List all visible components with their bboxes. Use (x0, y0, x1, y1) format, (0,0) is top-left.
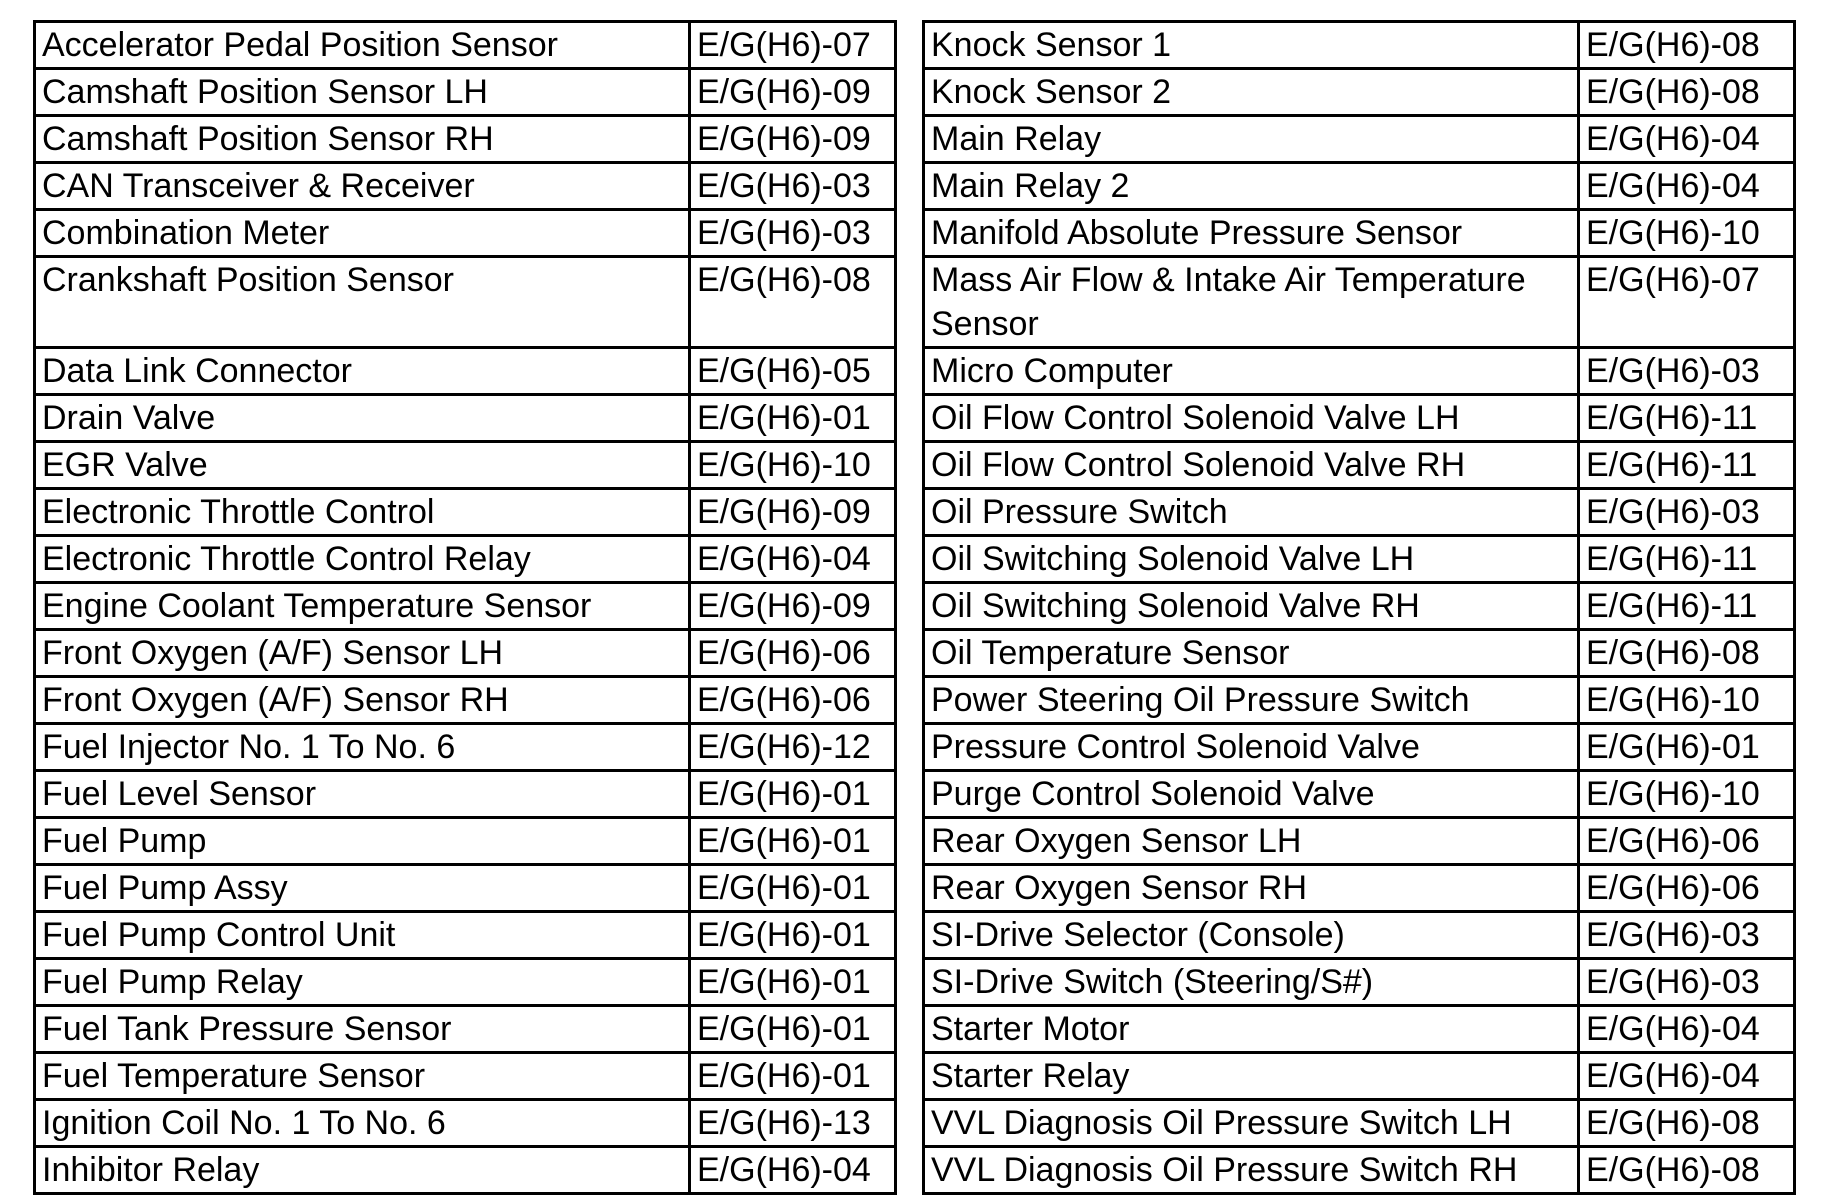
table-body (35, 22, 1795, 1194)
right-component-ref: E/G(H6)-03 (1579, 959, 1795, 1006)
left-component-ref: E/G(H6)-01 (690, 912, 896, 959)
right-component-name: SI-Drive Selector (Console) (924, 912, 1579, 959)
right-component-ref: E/G(H6)-10 (1579, 677, 1795, 724)
left-component-ref: E/G(H6)-09 (690, 116, 896, 163)
left-component-name: Fuel Pump Assy (35, 865, 690, 912)
right-component-ref: E/G(H6)-08 (1579, 22, 1795, 69)
left-component-name: Camshaft Position Sensor LH (35, 69, 690, 116)
right-component-ref: E/G(H6)-11 (1579, 583, 1795, 630)
column-gap (896, 395, 924, 442)
left-component-ref: E/G(H6)-05 (690, 348, 896, 395)
left-component-name: Ignition Coil No. 1 To No. 6 (35, 1100, 690, 1147)
left-component-ref: E/G(H6)-06 (690, 677, 896, 724)
right-component-ref: E/G(H6)-03 (1579, 489, 1795, 536)
right-component-ref: E/G(H6)-08 (1579, 1147, 1795, 1194)
table-row (35, 583, 1795, 630)
left-component-ref: E/G(H6)-06 (690, 630, 896, 677)
left-component-name: Fuel Level Sensor (35, 771, 690, 818)
column-gap (896, 536, 924, 583)
table-row (35, 348, 1795, 395)
column-gap (896, 959, 924, 1006)
right-component-ref: E/G(H6)-10 (1579, 210, 1795, 257)
left-component-ref: E/G(H6)-04 (690, 536, 896, 583)
table-row (35, 724, 1795, 771)
left-component-name: Crankshaft Position Sensor (35, 257, 690, 348)
column-gap (896, 1147, 924, 1194)
column-gap (896, 1053, 924, 1100)
right-component-name: Purge Control Solenoid Valve (924, 771, 1579, 818)
left-component-ref: E/G(H6)-01 (690, 395, 896, 442)
right-component-name: Oil Switching Solenoid Valve RH (924, 583, 1579, 630)
right-component-name: SI-Drive Switch (Steering/S#) (924, 959, 1579, 1006)
right-component-ref: E/G(H6)-10 (1579, 771, 1795, 818)
column-gap (896, 348, 924, 395)
left-component-ref: E/G(H6)-01 (690, 818, 896, 865)
table-row (35, 630, 1795, 677)
table-row (35, 1006, 1795, 1053)
right-component-name: Oil Temperature Sensor (924, 630, 1579, 677)
right-component-ref: E/G(H6)-07 (1579, 257, 1795, 348)
left-component-name: Fuel Tank Pressure Sensor (35, 1006, 690, 1053)
column-gap (896, 583, 924, 630)
table-row (35, 818, 1795, 865)
column-gap (896, 1100, 924, 1147)
right-component-name: Main Relay 2 (924, 163, 1579, 210)
column-gap (896, 22, 924, 69)
left-component-ref: E/G(H6)-10 (690, 442, 896, 489)
column-gap (896, 724, 924, 771)
left-component-name: Drain Valve (35, 395, 690, 442)
left-component-name: Accelerator Pedal Position Sensor (35, 22, 690, 69)
column-gap (896, 630, 924, 677)
left-component-name: Fuel Pump Control Unit (35, 912, 690, 959)
table-row (35, 536, 1795, 583)
table-row (35, 1053, 1795, 1100)
table-row (35, 1100, 1795, 1147)
table-row (35, 22, 1795, 69)
right-component-ref: E/G(H6)-08 (1579, 69, 1795, 116)
left-component-ref: E/G(H6)-09 (690, 69, 896, 116)
left-component-name: Fuel Pump Relay (35, 959, 690, 1006)
right-component-ref: E/G(H6)-04 (1579, 1006, 1795, 1053)
right-component-name: Power Steering Oil Pressure Switch (924, 677, 1579, 724)
right-component-ref: E/G(H6)-11 (1579, 536, 1795, 583)
column-gap (896, 442, 924, 489)
table-row (35, 489, 1795, 536)
right-component-name: Oil Flow Control Solenoid Valve LH (924, 395, 1579, 442)
table-row (35, 771, 1795, 818)
right-component-ref: E/G(H6)-04 (1579, 116, 1795, 163)
left-component-name: EGR Valve (35, 442, 690, 489)
left-component-ref: E/G(H6)-04 (690, 1147, 896, 1194)
table-row (35, 677, 1795, 724)
table-row (35, 69, 1795, 116)
table-row (35, 395, 1795, 442)
left-component-name: CAN Transceiver & Receiver (35, 163, 690, 210)
left-component-name: Fuel Injector No. 1 To No. 6 (35, 724, 690, 771)
table-row (35, 257, 1795, 348)
left-component-ref: E/G(H6)-01 (690, 865, 896, 912)
table-row (35, 959, 1795, 1006)
left-component-ref: E/G(H6)-03 (690, 163, 896, 210)
column-gap (896, 677, 924, 724)
right-component-name: Rear Oxygen Sensor RH (924, 865, 1579, 912)
table-row (35, 442, 1795, 489)
left-component-name: Fuel Temperature Sensor (35, 1053, 690, 1100)
right-component-ref: E/G(H6)-11 (1579, 442, 1795, 489)
table-row (35, 1147, 1795, 1194)
column-gap (896, 489, 924, 536)
right-component-name: Main Relay (924, 116, 1579, 163)
left-component-ref: E/G(H6)-01 (690, 1006, 896, 1053)
left-component-ref: E/G(H6)-13 (690, 1100, 896, 1147)
left-component-name: Fuel Pump (35, 818, 690, 865)
left-component-name: Engine Coolant Temperature Sensor (35, 583, 690, 630)
table-row (35, 912, 1795, 959)
right-component-name: Knock Sensor 2 (924, 69, 1579, 116)
left-component-name: Inhibitor Relay (35, 1147, 690, 1194)
column-gap (896, 818, 924, 865)
right-component-name: Micro Computer (924, 348, 1579, 395)
left-component-name: Front Oxygen (A/F) Sensor RH (35, 677, 690, 724)
column-gap (896, 69, 924, 116)
right-component-ref: E/G(H6)-03 (1579, 912, 1795, 959)
left-component-ref: E/G(H6)-01 (690, 1053, 896, 1100)
right-component-name: Oil Switching Solenoid Valve LH (924, 536, 1579, 583)
right-component-ref: E/G(H6)-08 (1579, 1100, 1795, 1147)
table-row (35, 116, 1795, 163)
right-component-ref: E/G(H6)-06 (1579, 865, 1795, 912)
right-component-name: VVL Diagnosis Oil Pressure Switch LH (924, 1100, 1579, 1147)
right-component-name: Oil Pressure Switch (924, 489, 1579, 536)
left-component-name: Combination Meter (35, 210, 690, 257)
column-gap (896, 912, 924, 959)
right-component-ref: E/G(H6)-11 (1579, 395, 1795, 442)
left-component-ref: E/G(H6)-07 (690, 22, 896, 69)
right-component-name: Starter Relay (924, 1053, 1579, 1100)
column-gap (896, 257, 924, 348)
left-component-ref: E/G(H6)-01 (690, 771, 896, 818)
right-component-name: VVL Diagnosis Oil Pressure Switch RH (924, 1147, 1579, 1194)
left-component-ref: E/G(H6)-12 (690, 724, 896, 771)
table-row (35, 865, 1795, 912)
column-gap (896, 116, 924, 163)
left-component-name: Camshaft Position Sensor RH (35, 116, 690, 163)
table-row (35, 163, 1795, 210)
right-component-name: Knock Sensor 1 (924, 22, 1579, 69)
column-gap (896, 771, 924, 818)
table-row (35, 210, 1795, 257)
left-component-ref: E/G(H6)-03 (690, 210, 896, 257)
left-component-name: Electronic Throttle Control (35, 489, 690, 536)
right-component-name: Oil Flow Control Solenoid Valve RH (924, 442, 1579, 489)
right-component-ref: E/G(H6)-06 (1579, 818, 1795, 865)
left-component-name: Front Oxygen (A/F) Sensor LH (35, 630, 690, 677)
right-component-name: Starter Motor (924, 1006, 1579, 1053)
column-gap (896, 865, 924, 912)
left-component-name: Data Link Connector (35, 348, 690, 395)
right-component-name: Rear Oxygen Sensor LH (924, 818, 1579, 865)
column-gap (896, 210, 924, 257)
right-component-ref: E/G(H6)-04 (1579, 1053, 1795, 1100)
left-component-ref: E/G(H6)-09 (690, 583, 896, 630)
right-component-name: Manifold Absolute Pressure Sensor (924, 210, 1579, 257)
left-component-ref: E/G(H6)-08 (690, 257, 896, 348)
component-index-table (33, 20, 1796, 1195)
right-component-ref: E/G(H6)-01 (1579, 724, 1795, 771)
left-component-name: Electronic Throttle Control Relay (35, 536, 690, 583)
right-component-ref: E/G(H6)-03 (1579, 348, 1795, 395)
left-component-ref: E/G(H6)-01 (690, 959, 896, 1006)
column-gap (896, 163, 924, 210)
left-component-ref: E/G(H6)-09 (690, 489, 896, 536)
right-component-ref: E/G(H6)-08 (1579, 630, 1795, 677)
right-component-name: Pressure Control Solenoid Valve (924, 724, 1579, 771)
column-gap (896, 1006, 924, 1053)
right-component-ref: E/G(H6)-04 (1579, 163, 1795, 210)
right-component-name: Mass Air Flow & Intake Air Temperature Sensor (924, 257, 1579, 348)
